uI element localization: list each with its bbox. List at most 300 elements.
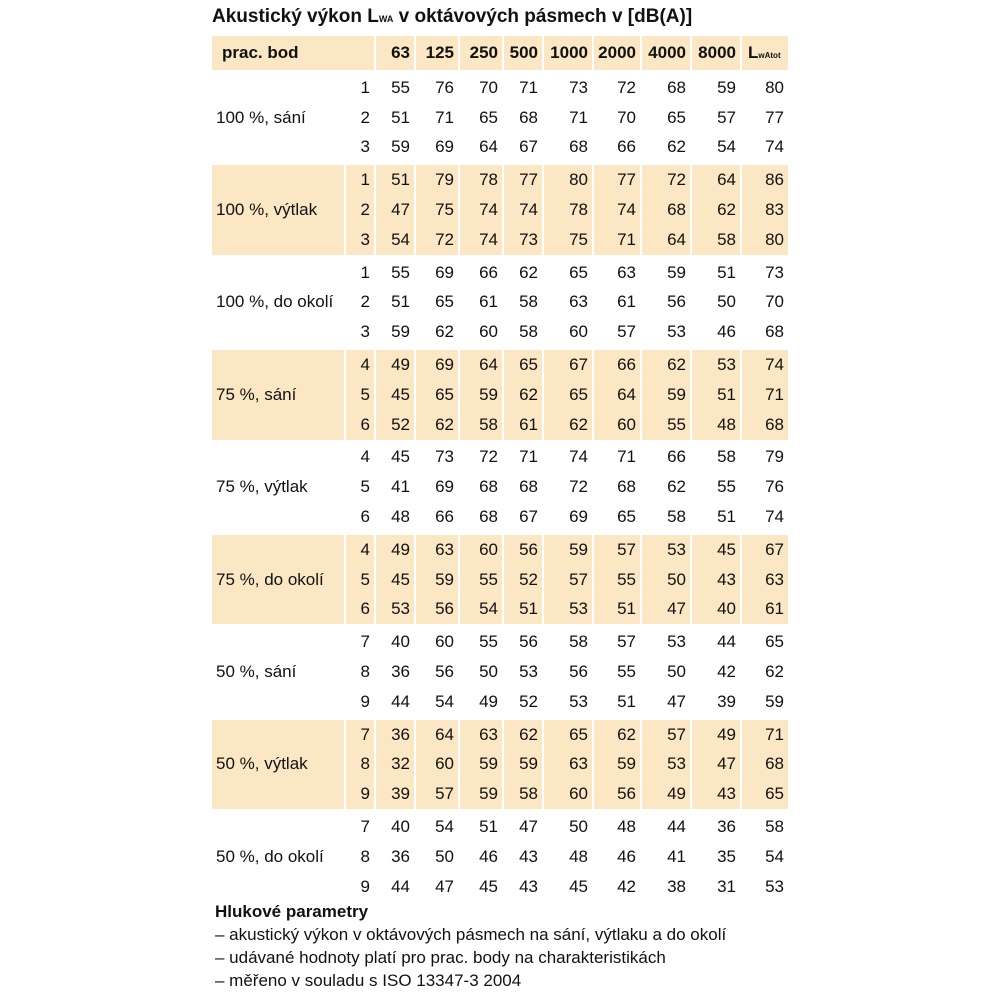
band-value: 55: [642, 410, 692, 440]
header-band: 500: [504, 36, 544, 70]
band-value: 66: [594, 133, 642, 163]
point-number: 5: [346, 380, 376, 410]
band-value: 59: [460, 779, 504, 809]
band-value: 32: [376, 750, 416, 780]
band-value: 75: [544, 225, 594, 255]
band-value: 60: [460, 532, 504, 565]
band-value: 61: [504, 410, 544, 440]
band-value: 66: [642, 440, 692, 473]
band-value: 55: [376, 70, 416, 103]
band-value: 31: [692, 872, 742, 902]
band-value: 36: [376, 842, 416, 872]
band-value: 69: [416, 255, 460, 288]
band-value: 68: [504, 103, 544, 133]
point-number: 3: [346, 225, 376, 255]
band-value: 58: [692, 440, 742, 473]
band-value: 49: [376, 347, 416, 380]
band-value: 79: [416, 162, 460, 195]
group-label: 100 %, výtlak: [212, 162, 346, 254]
table-row: [212, 532, 788, 565]
band-value: 45: [692, 532, 742, 565]
band-value: 75: [416, 195, 460, 225]
total-value: 62: [765, 662, 784, 682]
point-number: 9: [346, 687, 376, 717]
total-value: 74: [765, 507, 784, 527]
band-value: 62: [642, 347, 692, 380]
header-band: 4000: [642, 36, 692, 70]
band-value: 57: [594, 317, 642, 347]
band-value: 74: [460, 225, 504, 255]
point-number: 1: [346, 70, 376, 103]
band-value: 45: [376, 380, 416, 410]
band-value: 40: [692, 595, 742, 625]
title-subscript: WA: [378, 14, 394, 24]
title-prefix: Akustický výkon L: [212, 6, 379, 27]
band-value: 56: [642, 288, 692, 318]
header-total-main: L: [748, 43, 759, 62]
header-operating-point: prac. bod: [212, 36, 376, 70]
band-value: 69: [416, 472, 460, 502]
point-number: 3: [346, 133, 376, 163]
band-value: 53: [692, 347, 742, 380]
band-value: 55: [594, 657, 642, 687]
band-value: 64: [460, 133, 504, 163]
sound-power-table: [212, 36, 788, 902]
band-value: 58: [642, 502, 692, 532]
band-value: 65: [544, 255, 594, 288]
band-value: 59: [594, 750, 642, 780]
band-value: 64: [594, 380, 642, 410]
point-number: 8: [346, 842, 376, 872]
band-value: 56: [504, 624, 544, 657]
band-value: 65: [544, 717, 594, 750]
band-value: 57: [594, 624, 642, 657]
band-value: 62: [692, 195, 742, 225]
point-number: 2: [346, 103, 376, 133]
title-suffix: v oktávových pásmech v [dB(A)]: [393, 6, 693, 27]
point-number: 1: [346, 162, 376, 195]
band-value: 56: [416, 595, 460, 625]
band-value: 60: [544, 317, 594, 347]
band-value: 53: [504, 657, 544, 687]
band-value: 49: [376, 532, 416, 565]
band-value: 68: [642, 195, 692, 225]
band-value: 57: [416, 779, 460, 809]
point-number: 4: [346, 347, 376, 380]
band-value: 72: [642, 162, 692, 195]
band-value: 57: [642, 717, 692, 750]
band-value: 55: [460, 565, 504, 595]
band-value: 74: [504, 195, 544, 225]
point-number: 8: [346, 750, 376, 780]
header-band: 8000: [692, 36, 742, 70]
band-value: 48: [544, 842, 594, 872]
point-number: 3: [346, 317, 376, 347]
notes-item: – udávané hodnoty platí pro prac. body na charakteristikách: [215, 948, 666, 967]
band-value: 50: [642, 565, 692, 595]
header-band: 125: [416, 36, 460, 70]
point-number: 6: [346, 502, 376, 532]
header-total-sub: wAtot: [758, 51, 781, 60]
point-number: 6: [346, 595, 376, 625]
band-value: 66: [416, 502, 460, 532]
band-value: 68: [460, 472, 504, 502]
band-value: 56: [416, 657, 460, 687]
notes-heading: Hlukové parametry: [215, 902, 369, 921]
header-band: 63: [376, 36, 416, 70]
band-value: 47: [376, 195, 416, 225]
band-value: 62: [594, 717, 642, 750]
band-value: 62: [642, 472, 692, 502]
total-value: 74: [742, 347, 788, 380]
band-value: 36: [376, 717, 416, 750]
band-value: 50: [416, 842, 460, 872]
band-value: 51: [594, 687, 642, 717]
header-total: [742, 36, 788, 70]
group-label: 75 %, do okolí: [212, 532, 346, 624]
band-value: 48: [692, 410, 742, 440]
total-value: 86: [742, 162, 788, 195]
band-value: 59: [544, 532, 594, 565]
band-value: 62: [504, 380, 544, 410]
band-value: 66: [594, 347, 642, 380]
band-value: 49: [460, 687, 504, 717]
band-value: 74: [594, 195, 642, 225]
band-value: 73: [416, 440, 460, 473]
band-value: 74: [460, 195, 504, 225]
band-value: 47: [692, 750, 742, 780]
point-number: 2: [346, 288, 376, 318]
band-value: 68: [460, 502, 504, 532]
band-value: 62: [416, 410, 460, 440]
band-value: 65: [416, 288, 460, 318]
total-value: 68: [765, 322, 784, 342]
band-value: 59: [376, 317, 416, 347]
band-value: 52: [376, 410, 416, 440]
band-value: 62: [504, 717, 544, 750]
band-value: 72: [416, 225, 460, 255]
notes-item: – akustický výkon v oktávových pásmech na sání, výtlaku a do okolí: [215, 925, 727, 944]
band-value: 44: [376, 872, 416, 902]
band-value: 74: [544, 440, 594, 473]
table-row: [212, 162, 788, 195]
band-value: 64: [416, 717, 460, 750]
band-value: 59: [416, 565, 460, 595]
band-value: 80: [544, 162, 594, 195]
band-value: 52: [504, 565, 544, 595]
band-value: 72: [594, 70, 642, 103]
band-value: 50: [460, 657, 504, 687]
band-value: 68: [504, 472, 544, 502]
total-value: 71: [742, 717, 788, 750]
band-value: 68: [594, 472, 642, 502]
band-value: 69: [416, 347, 460, 380]
band-value: 63: [460, 717, 504, 750]
total-value: 68: [742, 750, 788, 780]
band-value: 59: [692, 70, 742, 103]
band-value: 47: [416, 872, 460, 902]
band-value: 60: [416, 750, 460, 780]
band-value: 55: [376, 255, 416, 288]
band-value: 77: [594, 162, 642, 195]
group-label: 75 %, sání: [212, 347, 346, 439]
band-value: 57: [544, 565, 594, 595]
band-value: 60: [594, 410, 642, 440]
band-value: 42: [692, 657, 742, 687]
total-value: 80: [742, 70, 788, 103]
band-value: 59: [460, 380, 504, 410]
band-value: 62: [544, 410, 594, 440]
band-value: 45: [544, 872, 594, 902]
band-value: 58: [504, 779, 544, 809]
band-value: 58: [544, 624, 594, 657]
band-value: 43: [504, 842, 544, 872]
band-value: 45: [376, 440, 416, 473]
notes-item: – měřeno v souladu s ISO 13347-3 2004: [215, 971, 522, 990]
band-value: 72: [544, 472, 594, 502]
band-value: 55: [692, 472, 742, 502]
band-value: 73: [504, 225, 544, 255]
header-row: [212, 36, 788, 70]
total-value: 54: [765, 846, 784, 866]
band-value: 40: [376, 809, 416, 842]
band-value: 53: [642, 532, 692, 565]
band-value: 56: [544, 657, 594, 687]
band-value: 41: [376, 472, 416, 502]
band-value: 64: [460, 347, 504, 380]
band-value: 48: [594, 809, 642, 842]
header-band: 2000: [594, 36, 642, 70]
point-number: 9: [346, 779, 376, 809]
total-value: 76: [765, 477, 784, 497]
band-value: 45: [460, 872, 504, 902]
group-label: 100 %, do okolí: [212, 255, 346, 347]
band-value: 57: [594, 532, 642, 565]
band-value: 59: [504, 750, 544, 780]
table-body: [212, 70, 788, 902]
band-value: 53: [544, 687, 594, 717]
band-value: 61: [594, 288, 642, 318]
band-value: 45: [376, 565, 416, 595]
table-row: [212, 717, 788, 750]
total-value: 70: [765, 292, 784, 312]
band-value: 71: [594, 225, 642, 255]
table-row: [212, 255, 788, 288]
band-value: 47: [504, 809, 544, 842]
total-value: 67: [742, 532, 788, 565]
band-value: 43: [692, 779, 742, 809]
band-value: 58: [692, 225, 742, 255]
group-label: 100 %, sání: [212, 70, 346, 162]
band-value: 53: [376, 595, 416, 625]
band-value: 43: [504, 872, 544, 902]
band-value: 70: [594, 103, 642, 133]
table-row: [212, 809, 788, 842]
band-value: 53: [642, 750, 692, 780]
band-value: 76: [416, 70, 460, 103]
band-value: 38: [642, 872, 692, 902]
total-value: 59: [765, 691, 784, 711]
band-value: 44: [376, 687, 416, 717]
band-value: 68: [642, 70, 692, 103]
point-number: 4: [346, 532, 376, 565]
band-value: 62: [504, 255, 544, 288]
band-value: 60: [416, 624, 460, 657]
band-value: 55: [460, 624, 504, 657]
band-value: 71: [416, 103, 460, 133]
band-value: 51: [376, 288, 416, 318]
band-value: 46: [692, 317, 742, 347]
table-row: [212, 440, 788, 473]
point-number: 4: [346, 440, 376, 473]
band-value: 36: [692, 809, 742, 842]
point-number: 1: [346, 255, 376, 288]
band-value: 63: [544, 288, 594, 318]
total-value: 74: [765, 137, 784, 157]
band-value: 69: [416, 133, 460, 163]
band-value: 44: [642, 809, 692, 842]
total-value: 77: [765, 107, 784, 127]
band-value: 67: [504, 133, 544, 163]
table-title: [212, 6, 692, 28]
band-value: 36: [376, 657, 416, 687]
band-value: 51: [376, 103, 416, 133]
point-number: 8: [346, 657, 376, 687]
group-label: 50 %, výtlak: [212, 717, 346, 809]
total-value: 79: [742, 440, 788, 473]
band-value: 71: [544, 103, 594, 133]
noise-notes: [215, 900, 726, 992]
band-value: 49: [692, 717, 742, 750]
band-value: 66: [460, 255, 504, 288]
band-value: 43: [692, 565, 742, 595]
band-value: 59: [460, 750, 504, 780]
total-value: 61: [742, 595, 788, 625]
band-value: 42: [594, 872, 642, 902]
point-number: 7: [346, 809, 376, 842]
band-value: 40: [376, 624, 416, 657]
group-label: 50 %, do okolí: [212, 809, 346, 901]
band-value: 70: [460, 70, 504, 103]
band-value: 51: [594, 595, 642, 625]
band-value: 65: [460, 103, 504, 133]
point-number: 7: [346, 624, 376, 657]
table-row: [212, 347, 788, 380]
band-value: 53: [544, 595, 594, 625]
band-value: 44: [692, 624, 742, 657]
band-value: 51: [692, 380, 742, 410]
band-value: 39: [692, 687, 742, 717]
band-value: 50: [642, 657, 692, 687]
point-number: 5: [346, 472, 376, 502]
band-value: 60: [544, 779, 594, 809]
band-value: 71: [504, 440, 544, 473]
band-value: 46: [460, 842, 504, 872]
band-value: 51: [460, 809, 504, 842]
band-value: 56: [504, 532, 544, 565]
total-value: 68: [742, 410, 788, 440]
band-value: 64: [642, 225, 692, 255]
band-value: 54: [460, 595, 504, 625]
band-value: 62: [642, 133, 692, 163]
total-value: 58: [742, 809, 788, 842]
band-value: 65: [544, 380, 594, 410]
band-value: 48: [376, 502, 416, 532]
band-value: 51: [504, 595, 544, 625]
band-value: 54: [416, 809, 460, 842]
band-value: 67: [544, 347, 594, 380]
band-value: 51: [692, 502, 742, 532]
band-value: 64: [692, 162, 742, 195]
band-value: 57: [692, 103, 742, 133]
band-value: 71: [594, 440, 642, 473]
point-number: 9: [346, 872, 376, 902]
band-value: 55: [594, 565, 642, 595]
band-value: 61: [460, 288, 504, 318]
band-value: 78: [544, 195, 594, 225]
band-value: 59: [642, 380, 692, 410]
group-label: 75 %, výtlak: [212, 440, 346, 532]
band-value: 49: [642, 779, 692, 809]
band-value: 58: [504, 288, 544, 318]
band-value: 54: [376, 225, 416, 255]
band-value: 35: [692, 842, 742, 872]
point-number: 6: [346, 410, 376, 440]
band-value: 51: [376, 162, 416, 195]
total-value: 71: [742, 380, 788, 410]
band-value: 59: [642, 255, 692, 288]
total-value: 65: [742, 779, 788, 809]
group-label: 50 %, sání: [212, 624, 346, 716]
band-value: 41: [642, 842, 692, 872]
total-value: 83: [742, 195, 788, 225]
band-value: 47: [642, 687, 692, 717]
band-value: 65: [642, 103, 692, 133]
band-value: 54: [692, 133, 742, 163]
band-value: 54: [416, 687, 460, 717]
header-band: 250: [460, 36, 504, 70]
total-value: 53: [765, 876, 784, 896]
band-value: 78: [460, 162, 504, 195]
total-value: 73: [742, 255, 788, 288]
band-value: 39: [376, 779, 416, 809]
band-value: 58: [504, 317, 544, 347]
header-band: 1000: [544, 36, 594, 70]
band-value: 52: [504, 687, 544, 717]
total-value: 63: [742, 565, 788, 595]
band-value: 46: [594, 842, 642, 872]
band-value: 71: [504, 70, 544, 103]
band-value: 63: [594, 255, 642, 288]
band-value: 50: [544, 809, 594, 842]
table-row: [212, 624, 788, 657]
band-value: 63: [544, 750, 594, 780]
band-value: 65: [594, 502, 642, 532]
band-value: 59: [376, 133, 416, 163]
band-value: 72: [460, 440, 504, 473]
total-value: 80: [742, 225, 788, 255]
band-value: 63: [416, 532, 460, 565]
band-value: 56: [594, 779, 642, 809]
band-value: 62: [416, 317, 460, 347]
band-value: 51: [692, 255, 742, 288]
band-value: 65: [416, 380, 460, 410]
band-value: 67: [504, 502, 544, 532]
table-row: [212, 70, 788, 103]
band-value: 53: [642, 624, 692, 657]
point-number: 7: [346, 717, 376, 750]
band-value: 68: [544, 133, 594, 163]
